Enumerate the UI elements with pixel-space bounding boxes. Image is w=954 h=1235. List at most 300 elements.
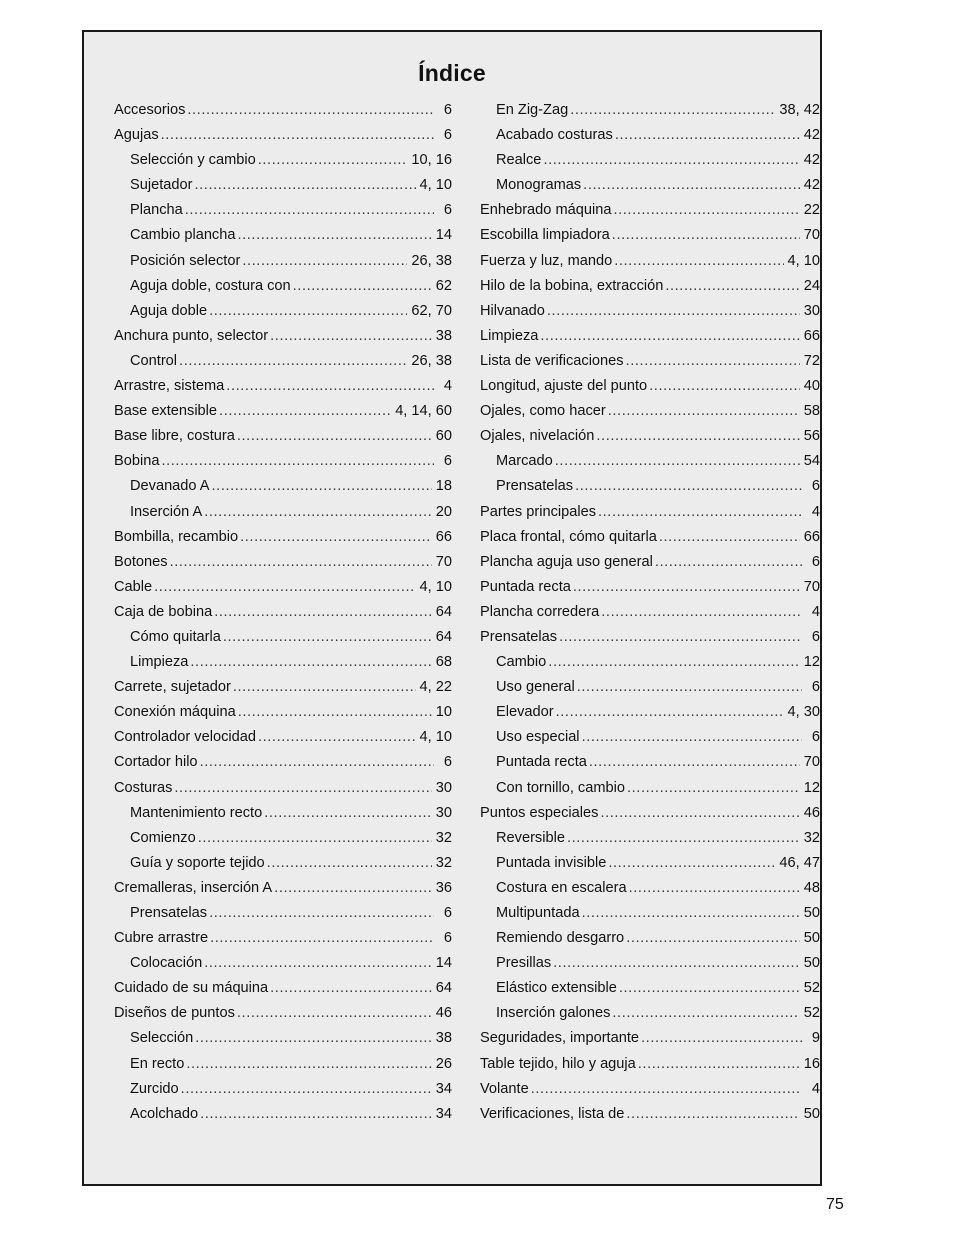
index-term: Prensatelas	[496, 478, 574, 495]
dot-leader	[293, 274, 432, 299]
index-subentry	[114, 148, 452, 173]
index-entry	[480, 274, 820, 299]
dot-leader	[237, 424, 432, 449]
index-term: Zurcido	[130, 1080, 179, 1097]
index-term: Fuerza y luz, mando	[480, 252, 613, 269]
index-subentry	[480, 826, 820, 851]
dot-leader	[274, 876, 432, 901]
page-reference: 56	[803, 428, 820, 445]
index-term: Seguridades, importante	[480, 1030, 640, 1047]
index-entry	[480, 198, 820, 223]
index-term: Reversible	[496, 829, 565, 846]
index-entry	[114, 776, 452, 801]
index-subentry	[480, 776, 820, 801]
dot-leader	[615, 123, 800, 148]
index-entry	[114, 976, 452, 1001]
index-subentry	[480, 951, 820, 976]
index-term: Costuras	[114, 779, 173, 796]
page-reference: 52	[803, 980, 820, 997]
dot-leader	[589, 750, 800, 775]
dot-leader	[200, 1102, 432, 1127]
page-reference: 6	[811, 478, 820, 495]
dot-leader	[553, 951, 800, 976]
dot-leader	[185, 198, 434, 223]
dot-leader	[258, 148, 408, 173]
page-reference: 62, 70	[411, 302, 452, 319]
dot-leader	[540, 324, 799, 349]
page-reference: 42	[803, 177, 820, 194]
dot-leader	[548, 650, 799, 675]
index-entry	[114, 575, 452, 600]
index-term: Base extensible	[114, 403, 218, 420]
index-term: Accesorios	[114, 102, 186, 118]
dot-leader	[154, 575, 415, 600]
index-subentry	[480, 675, 820, 700]
dot-leader	[655, 550, 802, 575]
dot-leader	[612, 223, 800, 248]
dot-leader	[264, 801, 432, 826]
index-subentry	[480, 851, 820, 876]
dot-leader	[614, 249, 783, 274]
index-term: Lista de verificaciones	[480, 352, 624, 369]
index-entry	[114, 876, 452, 901]
index-entry	[480, 324, 820, 349]
index-term: Marcado	[496, 453, 553, 470]
page-reference: 6	[443, 102, 452, 118]
index-term: Aguja doble, costura con	[130, 277, 291, 294]
index-term: Sujetador	[130, 177, 193, 194]
index-term: Guía y soporte tejido	[130, 854, 265, 871]
dot-leader	[600, 801, 799, 826]
index-entry	[480, 525, 820, 550]
dot-leader	[665, 274, 799, 299]
dot-leader	[200, 750, 434, 775]
index-entry	[480, 625, 820, 650]
index-term: Inserción A	[130, 503, 203, 520]
page-reference: 66	[803, 327, 820, 344]
page-reference: 24	[803, 277, 820, 294]
page-reference: 6	[811, 729, 820, 746]
page-reference: 60	[435, 428, 452, 445]
index-entry	[480, 550, 820, 575]
index-entry	[480, 500, 820, 525]
index-subentry	[114, 901, 452, 926]
index-term: Bobina	[114, 453, 160, 470]
page-reference: 34	[435, 1105, 452, 1122]
page-reference: 70	[803, 227, 820, 244]
dot-leader	[240, 525, 432, 550]
index-term: Cambio	[496, 654, 547, 671]
index-term: Conexión máquina	[114, 704, 236, 721]
page-number: 75	[826, 1196, 844, 1213]
index-term: Plancha aguja uso general	[480, 553, 653, 570]
dot-leader	[649, 374, 800, 399]
dot-leader	[627, 776, 800, 801]
dot-leader	[186, 1052, 431, 1077]
index-term: Puntada recta	[496, 754, 587, 771]
index-entry	[480, 374, 820, 399]
page-reference: 66	[435, 528, 452, 545]
index-entry	[114, 424, 452, 449]
page-reference: 52	[803, 1005, 820, 1022]
index-term: Multipuntada	[496, 905, 580, 921]
index-term: Puntada recta	[480, 578, 571, 595]
dot-leader	[659, 525, 800, 550]
page-reference: 62	[435, 277, 452, 294]
index-term: Cómo quitarla	[130, 628, 221, 645]
page-reference: 30	[803, 302, 820, 319]
index-subentry	[114, 249, 452, 274]
dot-leader	[223, 625, 432, 650]
index-term: Table tejido, hilo y aguja	[480, 1055, 636, 1072]
index-subentry	[480, 876, 820, 901]
index-subentry	[114, 1102, 452, 1127]
index-term: Realce	[496, 152, 542, 169]
page-reference: 38	[435, 1030, 452, 1047]
index-entry	[114, 449, 452, 474]
index-term: Posición selector	[130, 252, 241, 269]
page-reference: 4	[443, 378, 452, 395]
dot-leader	[198, 826, 432, 851]
dot-leader	[531, 1077, 802, 1102]
index-term: Hilvanado	[480, 302, 545, 319]
index-subentry	[480, 173, 820, 198]
dot-leader	[214, 600, 432, 625]
dot-leader	[619, 976, 800, 1001]
index-entry	[480, 223, 820, 248]
page-reference: 32	[435, 854, 452, 871]
page-reference: 50	[803, 1105, 820, 1122]
page-reference: 6	[443, 905, 452, 921]
page-reference: 6	[811, 553, 820, 570]
page-reference: 14	[435, 227, 452, 244]
page-reference: 4, 22	[419, 679, 452, 696]
index-subentry	[480, 1001, 820, 1026]
dot-leader	[187, 98, 434, 123]
dot-leader	[194, 173, 415, 198]
index-term: Con tornillo, cambio	[496, 779, 625, 796]
index-entry	[480, 801, 820, 826]
dot-leader	[608, 399, 800, 424]
page-reference: 64	[435, 980, 452, 997]
index-term: Escobilla limpiadora	[480, 227, 610, 244]
index-term: Acolchado	[130, 1105, 199, 1122]
index-entry	[114, 750, 452, 775]
dot-leader	[613, 198, 799, 223]
page-reference: 26	[435, 1055, 452, 1072]
dot-leader	[204, 951, 432, 976]
page-reference: 16	[803, 1055, 820, 1072]
dot-leader	[242, 249, 407, 274]
index-entry	[114, 374, 452, 399]
index-entry	[480, 424, 820, 449]
page-reference: 4, 30	[787, 704, 820, 721]
page-reference: 58	[803, 403, 820, 420]
page-reference: 42	[803, 127, 820, 144]
index-term: Cubre arrastre	[114, 930, 209, 947]
index-term: Colocación	[130, 955, 203, 972]
page-reference: 40	[803, 378, 820, 395]
index-subentry	[114, 474, 452, 499]
index-subentry	[480, 123, 820, 148]
dot-leader	[195, 1026, 431, 1051]
index-term: Aguja doble	[130, 302, 208, 319]
index-term: Plancha corredera	[480, 603, 600, 620]
index-term: Puntos especiales	[480, 804, 599, 821]
index-subentry	[114, 801, 452, 826]
index-subentry	[114, 223, 452, 248]
index-entry	[480, 600, 820, 625]
index-entry	[480, 399, 820, 424]
index-term: Carrete, sujetador	[114, 679, 231, 696]
page-reference: 38	[435, 327, 452, 344]
index-term: Botones	[114, 553, 168, 570]
index-entry	[480, 1102, 820, 1127]
index-entry	[114, 399, 452, 424]
index-term: Prensatelas	[480, 628, 558, 645]
page-reference: 36	[435, 879, 452, 896]
index-subentry	[114, 1052, 452, 1077]
index-term: Elevador	[496, 704, 554, 721]
page-reference: 32	[435, 829, 452, 846]
index-subentry	[114, 851, 452, 876]
index-entry	[480, 1052, 820, 1077]
index-term: Cortador hilo	[114, 754, 198, 771]
page-reference: 14	[435, 955, 452, 972]
page-reference: 50	[803, 905, 820, 921]
index-entry	[114, 123, 452, 148]
page-reference: 66	[803, 528, 820, 545]
page-reference: 42	[803, 152, 820, 169]
index-term: Volante	[480, 1080, 529, 1097]
page-reference: 70	[803, 578, 820, 595]
index-term: Verificaciones, lista de	[480, 1105, 625, 1122]
dot-leader	[161, 123, 434, 148]
page-reference: 4, 10	[419, 729, 452, 746]
index-entry	[114, 926, 452, 951]
dot-leader	[210, 926, 434, 951]
index-term: Anchura punto, selector	[114, 327, 269, 344]
page-reference: 10	[435, 704, 452, 721]
index-term: Placa frontal, cómo quitarla	[480, 528, 657, 545]
page-reference: 6	[811, 679, 820, 696]
page-reference: 64	[435, 628, 452, 645]
index-subentry	[480, 750, 820, 775]
dot-leader	[179, 349, 407, 374]
index-entry	[114, 324, 452, 349]
index-entry	[480, 575, 820, 600]
index-subentry	[480, 700, 820, 725]
index-frame	[82, 30, 822, 1186]
index-term: Prensatelas	[130, 905, 208, 921]
page-reference: 46, 47	[779, 854, 820, 871]
index-term: En recto	[130, 1055, 185, 1072]
index-term: Hilo de la bobina, extracción	[480, 277, 664, 294]
index-term: Uso especial	[496, 729, 580, 746]
index-subentry	[114, 198, 452, 223]
index-entry	[114, 675, 452, 700]
index-term: Ojales, como hacer	[480, 403, 606, 420]
dot-leader	[226, 374, 434, 399]
page-reference: 70	[435, 553, 452, 570]
index-entry	[480, 1077, 820, 1102]
dot-leader	[612, 1001, 799, 1026]
page-reference: 12	[803, 654, 820, 671]
index-term: Partes principales	[480, 503, 596, 520]
dot-leader	[598, 500, 802, 525]
page-reference: 4	[811, 603, 820, 620]
page-reference: 38, 42	[779, 102, 820, 118]
dot-leader	[626, 1102, 799, 1127]
dot-leader	[567, 826, 800, 851]
dot-leader	[233, 675, 416, 700]
index-subentry	[114, 625, 452, 650]
index-subentry	[480, 926, 820, 951]
index-subentry	[480, 148, 820, 173]
page-reference: 46	[435, 1005, 452, 1022]
index-subentry	[114, 1026, 452, 1051]
page-reference: 4, 10	[787, 252, 820, 269]
index-subentry	[480, 650, 820, 675]
index-term: Costura en escalera	[496, 879, 627, 896]
index-term: Caja de bobina	[114, 603, 213, 620]
index-subentry	[114, 173, 452, 198]
index-entry	[114, 725, 452, 750]
index-term: Base libre, costura	[114, 428, 235, 445]
index-term: Agujas	[114, 127, 159, 144]
dot-leader	[270, 976, 432, 1001]
page-reference: 50	[803, 930, 820, 947]
dot-leader	[601, 600, 802, 625]
dot-leader	[209, 299, 407, 324]
index-subentry	[480, 98, 820, 123]
index-subentry	[114, 299, 452, 324]
index-column-left	[114, 98, 452, 1127]
index-term: Limpieza	[480, 327, 539, 344]
page-reference: 9	[811, 1030, 820, 1047]
index-term: Ojales, nivelación	[480, 428, 595, 445]
dot-leader	[573, 575, 800, 600]
index-subentry	[114, 650, 452, 675]
page-reference: 54	[803, 453, 820, 470]
page-reference: 50	[803, 955, 820, 972]
index-entry	[114, 1001, 452, 1026]
page-reference: 30	[435, 779, 452, 796]
index-term: Comienzo	[130, 829, 196, 846]
dot-leader	[629, 876, 800, 901]
index-term: Cambio plancha	[130, 227, 236, 244]
dot-leader	[174, 776, 431, 801]
index-column-right	[480, 98, 820, 1127]
dot-leader	[582, 901, 800, 926]
page-reference: 6	[811, 628, 820, 645]
index-term: Control	[130, 352, 178, 369]
index-term: Presillas	[496, 955, 552, 972]
dot-leader	[556, 700, 784, 725]
index-term: En Zig-Zag	[496, 102, 569, 118]
index-term: Puntada invisible	[496, 854, 607, 871]
page-reference: 46	[803, 804, 820, 821]
index-subentry	[114, 1077, 452, 1102]
dot-leader	[190, 650, 431, 675]
page-reference: 10, 16	[411, 152, 452, 169]
dot-leader	[270, 324, 432, 349]
index-subentry	[114, 274, 452, 299]
index-entry	[480, 299, 820, 324]
index-entry	[480, 349, 820, 374]
dot-leader	[258, 725, 416, 750]
dot-leader	[547, 299, 800, 324]
index-entry	[114, 550, 452, 575]
page-reference: 12	[803, 779, 820, 796]
dot-leader	[238, 700, 432, 725]
index-term: Monogramas	[496, 177, 582, 194]
page-reference: 48	[803, 879, 820, 896]
page-reference: 4, 14, 60	[395, 403, 452, 420]
dot-leader	[181, 1077, 432, 1102]
index-term: Bombilla, recambio	[114, 528, 239, 545]
dot-leader	[219, 399, 391, 424]
dot-leader	[267, 851, 432, 876]
page-reference: 20	[435, 503, 452, 520]
index-term: Cremalleras, inserción A	[114, 879, 273, 896]
dot-leader	[582, 725, 802, 750]
dot-leader	[237, 223, 431, 248]
page-reference: 4, 10	[419, 177, 452, 194]
index-subentry	[114, 349, 452, 374]
page-reference: 26, 38	[411, 252, 452, 269]
page-reference: 4, 10	[419, 578, 452, 595]
page-reference: 34	[435, 1080, 452, 1097]
dot-leader	[555, 449, 800, 474]
index-term: Elástico extensible	[496, 980, 617, 997]
index-term: Devanado A	[130, 478, 210, 495]
page-reference: 68	[435, 654, 452, 671]
page-reference: 6	[443, 453, 452, 470]
index-term: Acabado costuras	[496, 127, 613, 144]
index-term: Mantenimiento recto	[130, 804, 263, 821]
page-reference: 70	[803, 754, 820, 771]
dot-leader	[204, 500, 432, 525]
index-subentry	[480, 901, 820, 926]
index-subentry	[480, 976, 820, 1001]
index-term: Inserción galones	[496, 1005, 611, 1022]
index-entry	[114, 525, 452, 550]
index-term: Selección	[130, 1030, 194, 1047]
index-term: Diseños de puntos	[114, 1005, 235, 1022]
page-reference: 18	[435, 478, 452, 495]
index-entry	[480, 249, 820, 274]
index-entry	[114, 700, 452, 725]
page-reference: 6	[443, 202, 452, 219]
dot-leader	[212, 474, 432, 499]
page-title: Índice	[418, 60, 486, 86]
index-term: Arrastre, sistema	[114, 378, 225, 395]
dot-leader	[209, 901, 434, 926]
index-term: Plancha	[130, 202, 183, 219]
dot-leader	[596, 424, 799, 449]
index-term: Uso general	[496, 679, 575, 696]
dot-leader	[543, 148, 799, 173]
index-term: Cuidado de su máquina	[114, 980, 269, 997]
dot-leader	[626, 349, 800, 374]
index-subentry	[114, 500, 452, 525]
page-reference: 6	[443, 127, 452, 144]
page-reference: 4	[811, 1080, 820, 1097]
index-subentry	[480, 725, 820, 750]
index-term: Limpieza	[130, 654, 189, 671]
dot-leader	[237, 1001, 432, 1026]
